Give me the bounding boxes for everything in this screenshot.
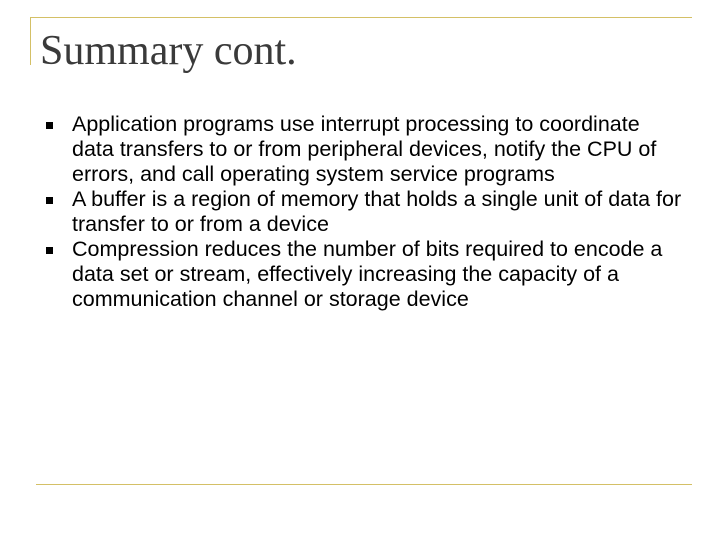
bullet-item — [46, 237, 686, 312]
top-accent-rule — [30, 17, 692, 18]
bullet-text: Application programs use interrupt processing to coordinate data transfers to or from peripheral devices, notify the CPU of errors, and call operating system service programs — [72, 112, 657, 186]
square-bullet-icon — [46, 197, 53, 204]
left-accent-rule — [30, 17, 31, 65]
bullet-item — [46, 112, 686, 187]
square-bullet-icon — [46, 122, 53, 129]
square-bullet-icon — [46, 247, 53, 254]
bullet-text: Compression reduces the number of bits required to encode a data set or stream, effectively increasing the capacity of a communication channel or storage device — [72, 237, 663, 311]
bullet-text: A buffer is a region of memory that holds a single unit of data for transfer to or from a device — [72, 187, 682, 236]
bottom-accent-rule — [36, 484, 692, 485]
slide-title: Summary cont. — [40, 28, 297, 74]
bullet-list — [46, 112, 686, 312]
bullet-item — [46, 187, 686, 237]
